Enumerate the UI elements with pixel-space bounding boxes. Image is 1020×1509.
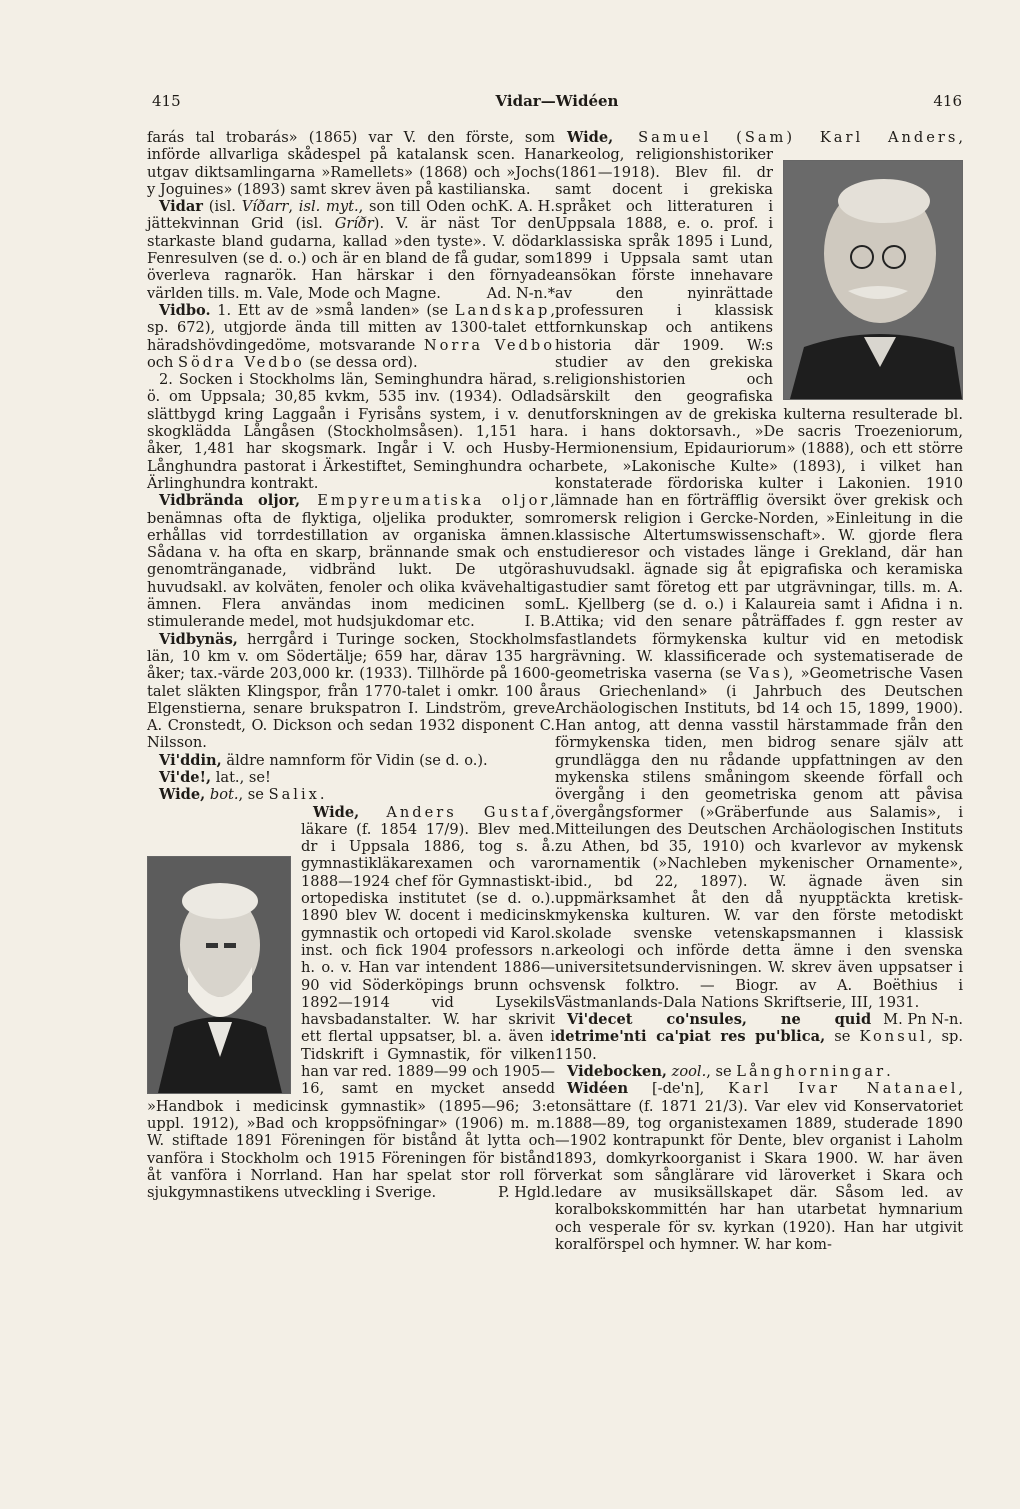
right-column: [555, 129, 963, 1253]
page-number-right: 416: [933, 92, 962, 110]
entry-videcet: Vi'decet co'nsules, ne quid detrime'nti ca'piat res pu'blica, se Konsul, sp. 1150.: [555, 1011, 964, 1063]
entry-vidbo: Vidbo. 1. Ett av de »små landen» (se Landskap, sp. 672), utgjorde ända till mitten av 1300-talet ett häradshövdingedöme, motsvarande Norra Vedbo och Södra Vedbo (se dessa ord).: [147, 301, 555, 371]
signature: K. A. H.: [497, 198, 555, 216]
entry-wide-bot: Wide, bot., se Salix.: [159, 786, 325, 804]
signature: P. Hgld.: [498, 1184, 555, 1202]
entry-vidbranda-oljor: Vidbrända oljor, Empyreumatiska oljor, benämnas ofta de flyktiga, oljelika produkter, som erhållas vid torrdestillation av organiska ämnen. Sådana v. ha ofta en skarp, brännande smak och en genomtränganade, vidbränd lukt. De utgöras huvudsakl. av kolväten, fenoler och olika kvävehaltiga ämnen. Flera användas inom medicinen som stimulerande medel, mot hudsjukdomar etc. I. B.: [147, 492, 555, 631]
signature: I. B.: [524, 613, 555, 631]
entry-wide-samuel: Wide, Samuel (Sam) Karl Anders , arkeolog, religionshistoriker (1861—1918). Blev fil. dr samt docent i grekiska språket och litteraturen i Uppsala 1888, e. o. prof. i klassiska språk 1895 i Lund, 1899 i Uppsala samt utan ansökan förste innehavare av den nyinrättade professuren i klassisk fornkunskap och antikens historia där 1909. W:s studier av den grekiska religionshistorien och särskilt den geografiska utforskningen av de grekiska kulterna resulterade bl. a. i hans doktorsavh., »De sacris Troezeniorum, Hermionensium, Epidauriorum» (1888), och ett större arbete, »Lakonische Kulte» (1893), i vilket han konstaterade fördoriska kulter i Lakonien. 1910 lämnade han en förträfflig översikt över grekisk och romersk religion i Gercke-Norden, »Einleitung in die klassische Altertumswissenschaft». W. gjorde flera studieresor och vistades länge i Grekland, där han huvudsakl. ägnade sig åt epigrafiska och keramiska studier samt företog ett par utgrävningar, tills. m. A. L. Kjellberg (se d. o.) i Kalaureia samt i Afidna i n. Attika; vid den senare påträffades f. ggn rester av fastlandets förmykenska kultur vid en metodisk grävning. W. klassificerade och systematiserade de geometriska vaserna (se Vas), »Geometrische Vasen aus Griechenland» (i Jahrbuch des Deutschen Archäologischen Instituts, bd 14 och 15, 1899, 1900). Han antog, att denna vasstil härstammade från den förmykenska tiden, men bidrog senare själv att grundlägga den nu rådande uppfattningen av den mykenska stilens småningom skeende förfall och övergång i den geometriska genom att påvisa övergångsformer (»Gräberfunde aus Salamis», i Mitteilungen des Deutschen Archäologischen Instituts zu Athen, bd 35, 1910) och kvarlevor av mykensk ornamentik (»Nachleben mykenischer Ornamente», ibid., bd 22, 1897). W. ägnade även sin uppmärksamhet åt den då nyupptäckta kretisk-mykenska kulturen. W. var den förste metodiskt skolade svenske vetenskapsmannen i klassisk arkeologi och införde detta ämne i den svenska universitetsundervisningen. W. skrev även uppsatser i svensk folktro. — Biogr. av A. Boëthius i Västmanlands-Dala Nations Skriftserie, III, 1931. M. Pn N-n.: [555, 129, 963, 1029]
entry-vidbynas: Vidbynäs, herrgård i Turinge socken, Stockholms län, 10 km v. om Södertälje; 659 har, därav 135 har åker; tax.-värde 203,000 kr. (1933). Tillhörde på 1600-talet släkten Klingspor, från 1770-talet i omkr. 100 år Elgenstierna, senare brukspatron I. Lindström, greve A. Cronstedt, O. Dickson och sedan 1932 disponent C. Nilsson.: [147, 630, 555, 752]
entry-wide-anders: Wide, Anders Gustaf, läkare (f. 1854 17/9). Blev med. dr i Uppsala 1886, tog s. å. gymnastikläkarexamen och var 1888—1924 chef för Gymnastiskt-ortopediska institutet (se d. o.). 1890 blev W. docent i medicinsk gymnastik och ortopedi vid Karol. inst. och fick 1904 professors n. h. o. v. Han var intendent 1886—90 vid Söderköpings brunn och 1892—1914 vid Lysekils havsbadanstalter. W. har skrivit ett flertal uppsatser, bl. a. även i Tidskrift i Gymnastik, för vilken han var red. 1889—99 och 1905—16, samt en mycket ansedd »Handbok i medicinsk gymnastik» (1895—96; 3:e uppl. 1912), »Bad och kroppsöfningar» (1906) m. m. W. stiftade 1891 Föreningen för bistånd åt lytta och vanföra i Stockholm och 1915 Föreningen för bistånd åt vanföra i Norrland. Han har spelat stor roll för sjukgymnastikens utveckling i Sverige. P. Hgld.: [147, 803, 555, 1202]
entry-viddin: Vi'ddin, äldre namnform för Vidin (se d. o.).: [159, 751, 488, 769]
signature: Ad. N-n.*: [486, 284, 555, 302]
signature: M. Pn N-n.: [883, 1011, 963, 1029]
entry-videbocken: Videbocken, zool., se Långhorningar.: [567, 1063, 891, 1081]
page-number-left: 415: [152, 92, 181, 110]
portrait-anders-wide: [147, 856, 291, 1094]
entry-vide: Vi'de!, lat., se!: [159, 768, 271, 786]
entry-wideen: Widéen [-de'n], Karl Ivar Natanael, tonsättare (f. 1871 21/3). Var elev vid Konservatoriet 1888—89, tog organistexamen 1889, studerade 1890—1902 kontrapunkt för Dente, blev organist i Laholm 1893, domkyrkoorganist i Skara 1900. W. har även verkat som sånglärare vid läroverket i Skara och ledare av musiksällskapet där. Såsom led. av koralbokskommittén har han utarbetat hymnarium och vesperale för sv. kyrkan (1920). Han har utgivit koralförspel och hymner. W. har kom-: [555, 1080, 964, 1253]
portrait-samuel-wide: [783, 160, 963, 400]
entry-continuation: farás tal trobarás» (1865) var V. den förste, som införde allvarliga skådespel på katalansk scen. Han utgav diktsamlingarna »Ramellets» (1868) och »Jochs y Joguines» (1893) samt skrev även på kastilianska. K. A. H.: [147, 129, 555, 216]
running-title: Vidar—Widéen: [495, 92, 619, 110]
entry-vidbo-2: 2. Socken i Stockholms län, Seminghundra härad, s. ö. om Uppsala; 30,85 kvkm, 535 inv. (1934). Odlad slättbygd kring Laggaån i Fyrisåns system, i v. den skogklädda Långåsen (Stockholmsåsen). 1,151 har åker, 1,481 har skogsmark. Ingår i V. och Husby-Långhundra pastorat i Ärkestiftet, Seminghundra och Ärlinghundra kontrakt.: [147, 371, 555, 492]
entry-vidar: Vidar (isl. Víðarr, isl. myt., son till Oden och jättekvinnan Grid (isl. Gríðr). V. är näst Tor den starkaste bland gudarna, kallad »den tyste». V. dödar Fenresulven (se d. o.) och är en bland de få gudar, som överleva ragnarök. Han härskar i den förnyade världen tills. m. Vale, Mode och Magne. Ad. N-n.*: [147, 198, 555, 302]
page-header: [152, 92, 962, 114]
left-column: [147, 129, 555, 1201]
